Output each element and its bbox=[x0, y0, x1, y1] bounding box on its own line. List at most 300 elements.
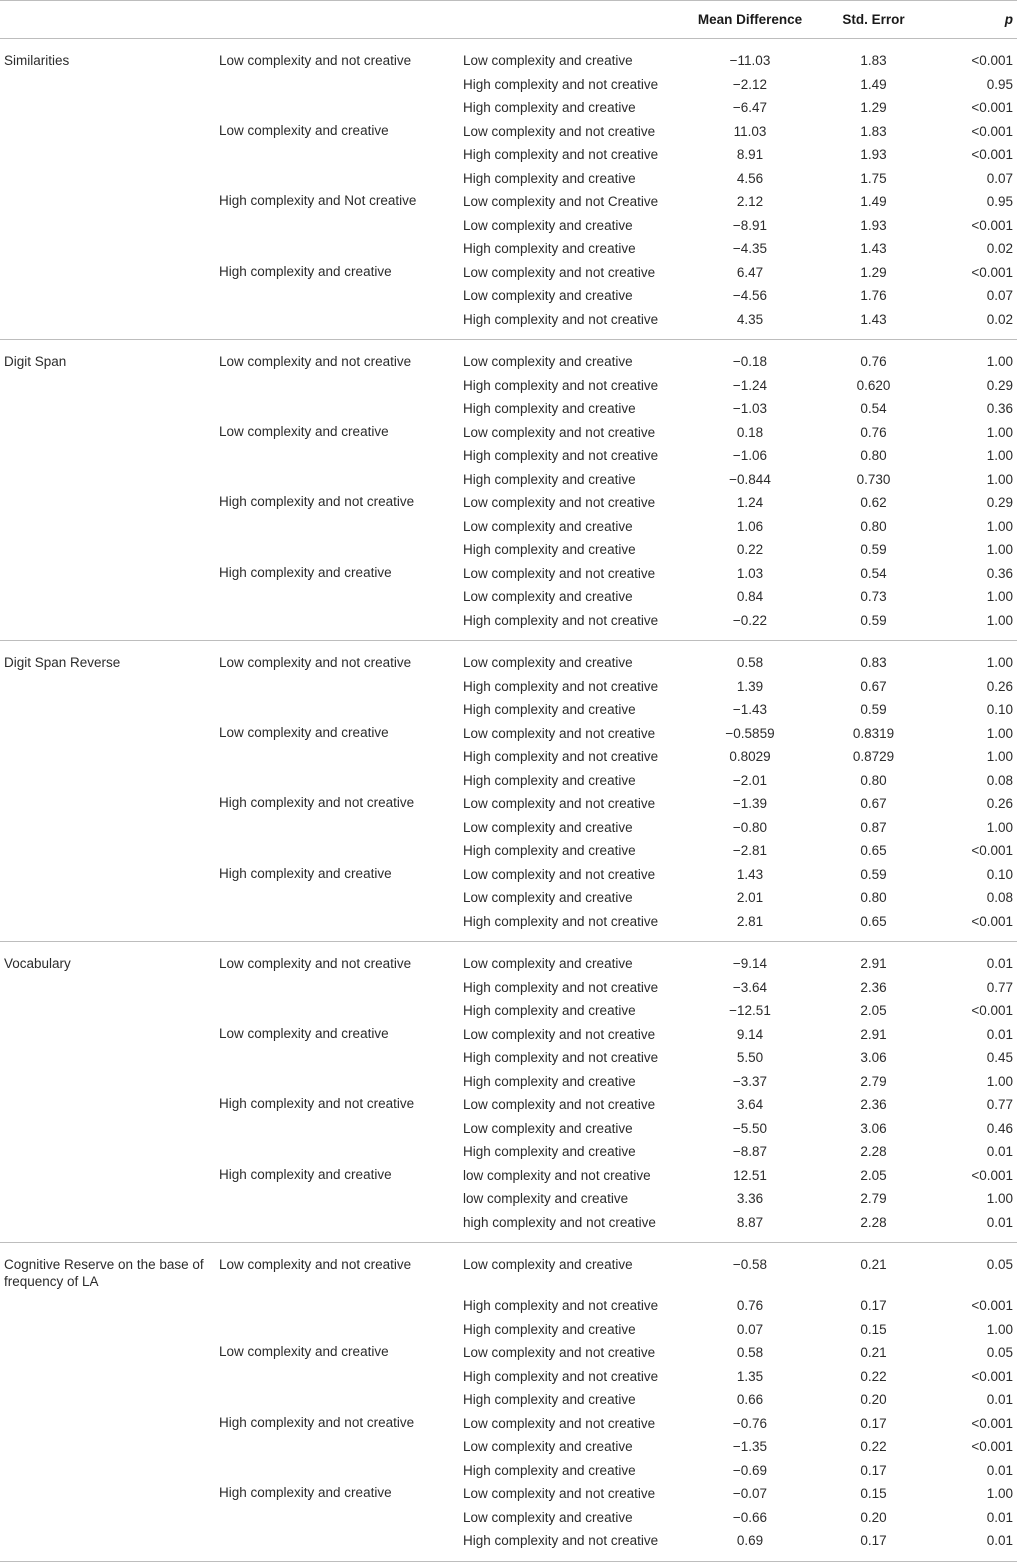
std-error-cell: 1.76 bbox=[860, 288, 887, 303]
comparison-label: Low complexity and not creative bbox=[463, 264, 656, 280]
group-label bbox=[213, 1140, 457, 1164]
measure-label bbox=[0, 261, 213, 285]
std-error-cell: 3.06 bbox=[860, 1120, 887, 1136]
group-label: Low complexity and creative bbox=[219, 1344, 389, 1359]
p-value-cell: <0.001 bbox=[971, 1167, 1013, 1183]
p-value-cell: 0.45 bbox=[986, 1050, 1013, 1065]
std-error-cell: 0.21 bbox=[860, 1345, 887, 1360]
p-value-cell: 1.00 bbox=[986, 1321, 1013, 1337]
table-row bbox=[0, 261, 1017, 285]
group-label bbox=[213, 214, 457, 238]
group-label bbox=[213, 167, 457, 191]
measure-label bbox=[0, 1318, 213, 1342]
std-error-cell: 0.80 bbox=[860, 772, 887, 788]
comparison-label: Low complexity and creative bbox=[463, 589, 633, 604]
p-value-cell: 1.00 bbox=[986, 354, 1013, 369]
p-value-cell: 1.00 bbox=[986, 542, 1013, 557]
comparison-label: High complexity and not creative bbox=[463, 147, 659, 162]
header-std-error: Std. Error bbox=[842, 12, 905, 27]
comparison-label: High complexity and creative bbox=[463, 702, 636, 717]
table-row bbox=[0, 96, 1017, 120]
mean-difference-cell: 0.58 bbox=[736, 1345, 764, 1360]
p-value-cell: <0.001 bbox=[971, 913, 1013, 929]
measure-label: Similarities bbox=[4, 53, 70, 68]
group-label bbox=[213, 1294, 457, 1318]
table-row bbox=[0, 167, 1017, 191]
std-error-cell: 1.83 bbox=[860, 123, 887, 139]
comparison-label: Low complexity and not creative bbox=[463, 1345, 656, 1360]
table-row bbox=[0, 397, 1017, 421]
table-row bbox=[0, 886, 1017, 910]
mean-difference-cell: −5.50 bbox=[732, 1120, 768, 1136]
p-value-cell: 0.01 bbox=[986, 1533, 1013, 1548]
table-row bbox=[0, 698, 1017, 722]
mean-difference-cell: 1.06 bbox=[736, 518, 764, 534]
measure-label bbox=[0, 562, 213, 586]
measure-label bbox=[0, 976, 213, 1000]
mean-difference-cell: −2.01 bbox=[732, 772, 768, 788]
measure-label bbox=[0, 120, 213, 144]
mean-difference-cell: 1.39 bbox=[736, 678, 764, 694]
header-p-value: p bbox=[1004, 12, 1013, 27]
group-label bbox=[213, 1211, 457, 1243]
p-value-cell: 1.00 bbox=[986, 749, 1013, 764]
comparison-label: High complexity and not creative bbox=[463, 1298, 659, 1313]
measure-label bbox=[0, 1365, 213, 1389]
mean-difference-cell: 3.36 bbox=[736, 1191, 764, 1206]
group-label bbox=[213, 143, 457, 167]
std-error-cell: 0.59 bbox=[860, 702, 887, 717]
group-label bbox=[213, 308, 457, 340]
std-error-cell: 0.87 bbox=[860, 819, 887, 835]
comparison-label: High complexity and creative bbox=[463, 843, 636, 858]
group-label bbox=[213, 468, 457, 492]
group-label bbox=[213, 73, 457, 97]
p-value-cell: 0.01 bbox=[986, 1462, 1013, 1478]
measure-label bbox=[0, 1046, 213, 1070]
comparison-label: Low complexity and creative bbox=[463, 1509, 633, 1525]
comparison-label: High complexity and not creative bbox=[463, 1050, 659, 1065]
comparison-label: Low complexity and not creative bbox=[463, 796, 656, 811]
mean-difference-cell: −1.35 bbox=[732, 1439, 768, 1454]
table-row bbox=[0, 1164, 1017, 1188]
table-row bbox=[0, 1243, 1017, 1295]
comparison-label: High complexity and creative bbox=[463, 1321, 636, 1337]
group-label bbox=[213, 910, 457, 942]
group-label: Low complexity and not creative bbox=[219, 655, 412, 670]
group-label bbox=[213, 1318, 457, 1342]
measure-label bbox=[0, 1187, 213, 1211]
comparison-label: Low complexity and not creative bbox=[463, 565, 656, 581]
measure-label bbox=[0, 1435, 213, 1459]
measure-label bbox=[0, 1070, 213, 1094]
mean-difference-cell: −6.47 bbox=[732, 100, 768, 115]
mean-difference-cell: 1.24 bbox=[736, 495, 764, 510]
measure-label bbox=[0, 421, 213, 445]
mean-difference-cell: 11.03 bbox=[733, 123, 767, 139]
measure-label bbox=[0, 585, 213, 609]
mean-difference-cell: −0.844 bbox=[729, 471, 771, 487]
table-row bbox=[0, 792, 1017, 816]
comparison-label: Low complexity and creative bbox=[463, 890, 633, 905]
table-row bbox=[0, 120, 1017, 144]
mean-difference-cell: 4.56 bbox=[736, 170, 764, 186]
std-error-cell: 0.67 bbox=[860, 796, 887, 811]
comparison-label: low complexity and creative bbox=[463, 1191, 629, 1206]
p-value-cell: 0.08 bbox=[986, 772, 1013, 788]
mean-difference-cell: 0.66 bbox=[736, 1392, 764, 1407]
p-value-cell: 0.07 bbox=[986, 170, 1013, 186]
mean-difference-cell: 3.64 bbox=[736, 1097, 764, 1112]
p-value-cell: <0.001 bbox=[971, 53, 1013, 68]
std-error-cell: 0.17 bbox=[860, 1298, 887, 1313]
measure-label bbox=[0, 1164, 213, 1188]
measure-label bbox=[0, 1341, 213, 1365]
header-mean-difference: Mean Difference bbox=[697, 12, 803, 27]
measure-label bbox=[0, 816, 213, 840]
std-error-cell: 0.17 bbox=[860, 1533, 887, 1548]
comparison-label: High complexity and not creative bbox=[463, 678, 659, 694]
header-group bbox=[213, 1, 457, 39]
group-label: High complexity and not creative bbox=[219, 494, 415, 509]
std-error-cell: 0.65 bbox=[860, 843, 887, 858]
group-label bbox=[213, 1365, 457, 1389]
std-error-cell: 0.54 bbox=[860, 401, 887, 416]
table-row bbox=[0, 1388, 1017, 1412]
measure-label bbox=[0, 468, 213, 492]
comparison-label: low complexity and not creative bbox=[463, 1167, 651, 1183]
comparison-label: High complexity and creative bbox=[463, 471, 636, 487]
mean-difference-cell: −9.14 bbox=[732, 956, 768, 971]
group-label bbox=[213, 886, 457, 910]
p-value-cell: <0.001 bbox=[971, 1003, 1013, 1018]
comparison-label: High complexity and not creative bbox=[463, 749, 659, 764]
mean-difference-cell: −0.22 bbox=[732, 612, 768, 628]
comparison-label: Low complexity and creative bbox=[463, 518, 633, 534]
std-error-cell: 0.76 bbox=[860, 424, 887, 440]
group-label bbox=[213, 675, 457, 699]
std-error-cell: 0.59 bbox=[860, 866, 887, 882]
mean-difference-cell: 4.35 bbox=[736, 311, 764, 327]
p-value-cell: 0.29 bbox=[986, 377, 1013, 393]
comparison-label: High complexity and not creative bbox=[463, 448, 659, 463]
comparison-label: Low complexity and not creative bbox=[463, 1415, 656, 1431]
measure-label bbox=[0, 675, 213, 699]
comparison-label: Low complexity and not creative bbox=[463, 495, 656, 510]
group-label: Low complexity and not creative bbox=[219, 53, 412, 68]
std-error-cell: 0.21 bbox=[860, 1257, 887, 1272]
std-error-cell: 2.91 bbox=[860, 1026, 887, 1042]
table-row bbox=[0, 39, 1017, 73]
p-value-cell: 0.46 bbox=[986, 1120, 1013, 1136]
std-error-cell: 1.29 bbox=[860, 100, 887, 115]
p-value-cell: 1.00 bbox=[986, 725, 1013, 741]
measure-label bbox=[0, 910, 213, 942]
measure-group bbox=[0, 1243, 1017, 1562]
comparison-label: Low complexity and creative bbox=[463, 354, 633, 369]
mean-difference-cell: −0.18 bbox=[732, 354, 768, 369]
measure-label bbox=[0, 1412, 213, 1436]
mean-difference-cell: −0.07 bbox=[732, 1486, 768, 1501]
std-error-cell: 0.54 bbox=[860, 565, 887, 581]
comparison-label: Low complexity and not creative bbox=[463, 725, 656, 741]
group-label bbox=[213, 769, 457, 793]
mean-difference-cell: −0.58 bbox=[732, 1257, 768, 1272]
comparison-label: Low complexity and creative bbox=[463, 1120, 633, 1136]
p-value-cell: 1.00 bbox=[986, 1191, 1013, 1206]
measure-label bbox=[0, 1388, 213, 1412]
p-value-cell: 0.05 bbox=[986, 1345, 1013, 1360]
group-label: Low complexity and not creative bbox=[219, 956, 412, 971]
p-value-cell: 1.00 bbox=[986, 589, 1013, 604]
group-label bbox=[213, 609, 457, 641]
table-row bbox=[0, 1435, 1017, 1459]
group-label bbox=[213, 397, 457, 421]
mean-difference-cell: −3.37 bbox=[732, 1073, 768, 1089]
measure-label bbox=[0, 515, 213, 539]
mean-difference-cell: −0.69 bbox=[732, 1462, 768, 1478]
std-error-cell: 0.17 bbox=[860, 1462, 887, 1478]
table-row bbox=[0, 863, 1017, 887]
mean-difference-cell: 1.35 bbox=[736, 1368, 764, 1384]
table-row bbox=[0, 675, 1017, 699]
p-value-cell: 0.01 bbox=[986, 956, 1013, 971]
comparison-label: High complexity and not creative bbox=[463, 76, 659, 92]
table-row bbox=[0, 491, 1017, 515]
mean-difference-cell: 2.01 bbox=[736, 890, 764, 905]
table-row bbox=[0, 1023, 1017, 1047]
std-error-cell: 2.91 bbox=[860, 956, 887, 971]
table-row bbox=[0, 816, 1017, 840]
p-value-cell: 0.01 bbox=[986, 1026, 1013, 1042]
group-label: Low complexity and creative bbox=[219, 1025, 389, 1041]
std-error-cell: 2.79 bbox=[860, 1073, 887, 1089]
group-label: Low complexity and not creative bbox=[219, 354, 412, 369]
std-error-cell: 0.76 bbox=[860, 354, 887, 369]
comparison-label: Low complexity and creative bbox=[463, 1257, 633, 1272]
mean-difference-cell: −3.64 bbox=[732, 979, 768, 995]
p-value-cell: 0.26 bbox=[986, 678, 1013, 694]
group-label bbox=[213, 745, 457, 769]
group-label bbox=[213, 1117, 457, 1141]
std-error-cell: 1.49 bbox=[860, 194, 887, 209]
p-value-cell: 0.02 bbox=[986, 241, 1013, 256]
measure-label bbox=[0, 1459, 213, 1483]
std-error-cell: 1.83 bbox=[860, 53, 887, 68]
p-value-cell: <0.001 bbox=[971, 147, 1013, 162]
measure-label bbox=[0, 1529, 213, 1561]
mean-difference-cell: 1.43 bbox=[736, 866, 764, 882]
p-value-cell: 0.01 bbox=[986, 1214, 1013, 1230]
p-value-cell: 1.00 bbox=[986, 612, 1013, 628]
measure-label bbox=[0, 1294, 213, 1318]
p-value-cell: 0.05 bbox=[986, 1257, 1013, 1272]
std-error-cell: 2.05 bbox=[860, 1167, 887, 1183]
group-label: High complexity and creative bbox=[219, 263, 392, 279]
comparison-label: Low complexity and creative bbox=[463, 655, 633, 670]
table-row bbox=[0, 237, 1017, 261]
measure-group bbox=[0, 641, 1017, 942]
p-value-cell: 0.08 bbox=[986, 890, 1013, 905]
table-row bbox=[0, 745, 1017, 769]
std-error-cell: 1.49 bbox=[860, 76, 887, 92]
table-row bbox=[0, 1318, 1017, 1342]
mean-difference-cell: −2.81 bbox=[732, 843, 768, 858]
comparison-label: High complexity and creative bbox=[463, 1073, 636, 1089]
comparison-label: Low complexity and not Creative bbox=[463, 194, 659, 209]
group-label bbox=[213, 237, 457, 261]
std-error-cell: 2.79 bbox=[860, 1191, 887, 1206]
header-measure bbox=[0, 1, 213, 39]
measure-label bbox=[0, 143, 213, 167]
group-label: High complexity and creative bbox=[219, 1166, 392, 1182]
p-value-cell: 0.10 bbox=[986, 702, 1013, 717]
comparison-label: High complexity and not creative bbox=[463, 1533, 659, 1548]
comparison-label: High complexity and not creative bbox=[463, 913, 659, 929]
table-row bbox=[0, 190, 1017, 214]
group-label: High complexity and Not creative bbox=[219, 193, 417, 208]
table-row bbox=[0, 722, 1017, 746]
std-error-cell: 2.28 bbox=[860, 1144, 887, 1159]
measure-label bbox=[0, 1211, 213, 1243]
mean-difference-cell: −11.03 bbox=[729, 53, 771, 68]
std-error-cell: 0.20 bbox=[860, 1392, 887, 1407]
comparison-label: Low complexity and not creative bbox=[463, 1026, 656, 1042]
comparison-label: High complexity and creative bbox=[463, 1003, 636, 1018]
table-row bbox=[0, 374, 1017, 398]
comparison-label: High complexity and not creative bbox=[463, 377, 659, 393]
p-value-cell: 0.01 bbox=[986, 1392, 1013, 1407]
comparison-label: High complexity and creative bbox=[463, 241, 636, 256]
group-label bbox=[213, 538, 457, 562]
mean-difference-cell: −1.43 bbox=[732, 702, 768, 717]
std-error-cell: 0.67 bbox=[860, 678, 887, 694]
group-label: Low complexity and not creative bbox=[219, 1257, 412, 1272]
table-row bbox=[0, 308, 1017, 340]
group-label bbox=[213, 1046, 457, 1070]
table-row bbox=[0, 1529, 1017, 1561]
p-value-cell: <0.001 bbox=[971, 1368, 1013, 1384]
mean-difference-cell: −1.03 bbox=[732, 401, 768, 416]
measure-label bbox=[0, 698, 213, 722]
table-row bbox=[0, 1459, 1017, 1483]
comparison-label: Low complexity and not creative bbox=[463, 1486, 656, 1501]
table-row bbox=[0, 214, 1017, 238]
mean-difference-cell: 0.22 bbox=[736, 542, 764, 557]
table-row bbox=[0, 1506, 1017, 1530]
p-value-cell: <0.001 bbox=[971, 843, 1013, 858]
comparison-label: High complexity and creative bbox=[463, 1392, 636, 1407]
comparison-label: High complexity and not creative bbox=[463, 612, 659, 628]
table-row bbox=[0, 1482, 1017, 1506]
std-error-cell: 0.22 bbox=[860, 1439, 887, 1454]
std-error-cell: 1.93 bbox=[860, 147, 887, 162]
mean-difference-cell: −1.24 bbox=[732, 377, 768, 393]
measure-label bbox=[0, 1482, 213, 1506]
table-row bbox=[0, 1187, 1017, 1211]
measure-label bbox=[0, 792, 213, 816]
mean-difference-cell: 2.81 bbox=[736, 913, 764, 929]
std-error-cell: 0.65 bbox=[860, 913, 887, 929]
measure-group bbox=[0, 942, 1017, 1243]
mean-difference-cell: 0.84 bbox=[736, 589, 764, 604]
std-error-cell: 0.59 bbox=[860, 612, 887, 628]
table-row bbox=[0, 468, 1017, 492]
measure-label bbox=[0, 190, 213, 214]
group-label: High complexity and creative bbox=[219, 865, 392, 881]
std-error-cell: 0.22 bbox=[860, 1368, 887, 1384]
p-value-cell: <0.001 bbox=[971, 1439, 1013, 1454]
comparison-label: High complexity and not creative bbox=[463, 1368, 659, 1384]
measure-label bbox=[0, 374, 213, 398]
table-row bbox=[0, 1365, 1017, 1389]
mean-difference-cell: −12.51 bbox=[729, 1003, 771, 1018]
mean-difference-cell: −1.06 bbox=[732, 448, 768, 463]
comparison-label: Low complexity and not creative bbox=[463, 1097, 656, 1112]
p-value-cell: 0.07 bbox=[986, 288, 1013, 303]
table-row bbox=[0, 444, 1017, 468]
group-label bbox=[213, 698, 457, 722]
measure-label bbox=[0, 214, 213, 238]
group-label bbox=[213, 999, 457, 1023]
table-row bbox=[0, 284, 1017, 308]
measure-label bbox=[0, 73, 213, 97]
p-value-cell: 0.95 bbox=[986, 76, 1013, 92]
group-label bbox=[213, 96, 457, 120]
measure-label bbox=[0, 745, 213, 769]
comparison-label: High complexity and not creative bbox=[463, 979, 659, 995]
table-row bbox=[0, 1140, 1017, 1164]
group-label bbox=[213, 816, 457, 840]
p-value-cell: 1.00 bbox=[986, 518, 1013, 534]
mean-difference-cell: 0.69 bbox=[736, 1533, 764, 1548]
std-error-cell: 1.75 bbox=[860, 170, 887, 186]
std-error-cell: 0.59 bbox=[860, 542, 887, 557]
p-value-cell: 0.36 bbox=[986, 565, 1013, 581]
mean-difference-cell: 9.14 bbox=[736, 1026, 764, 1042]
p-value-cell: <0.001 bbox=[971, 1298, 1013, 1313]
group-label: High complexity and creative bbox=[219, 1485, 392, 1500]
group-label: Low complexity and creative bbox=[219, 423, 389, 439]
std-error-cell: 0.62 bbox=[860, 495, 887, 510]
std-error-cell: 1.43 bbox=[860, 241, 887, 256]
table-row bbox=[0, 562, 1017, 586]
group-label bbox=[213, 1506, 457, 1530]
p-value-cell: <0.001 bbox=[971, 100, 1013, 115]
p-value-cell: 0.29 bbox=[986, 495, 1013, 510]
mean-difference-cell: −8.87 bbox=[732, 1144, 768, 1159]
mean-difference-cell: −0.66 bbox=[732, 1509, 768, 1525]
mean-difference-cell: 0.76 bbox=[736, 1298, 764, 1313]
table-row bbox=[0, 1093, 1017, 1117]
table-row bbox=[0, 1117, 1017, 1141]
measure-label bbox=[0, 397, 213, 421]
group-label bbox=[213, 1529, 457, 1561]
group-label bbox=[213, 515, 457, 539]
mean-difference-cell: −1.39 bbox=[732, 796, 768, 811]
p-value-cell: 0.95 bbox=[986, 194, 1013, 209]
std-error-cell: 1.93 bbox=[860, 217, 887, 233]
table-row bbox=[0, 976, 1017, 1000]
table-row bbox=[0, 641, 1017, 675]
p-value-cell: 1.00 bbox=[986, 471, 1013, 487]
group-label bbox=[213, 284, 457, 308]
group-label bbox=[213, 1187, 457, 1211]
p-value-cell: <0.001 bbox=[971, 264, 1013, 280]
measure-group bbox=[0, 340, 1017, 641]
std-error-cell: 0.730 bbox=[856, 471, 891, 487]
p-value-cell: 0.26 bbox=[986, 796, 1013, 811]
